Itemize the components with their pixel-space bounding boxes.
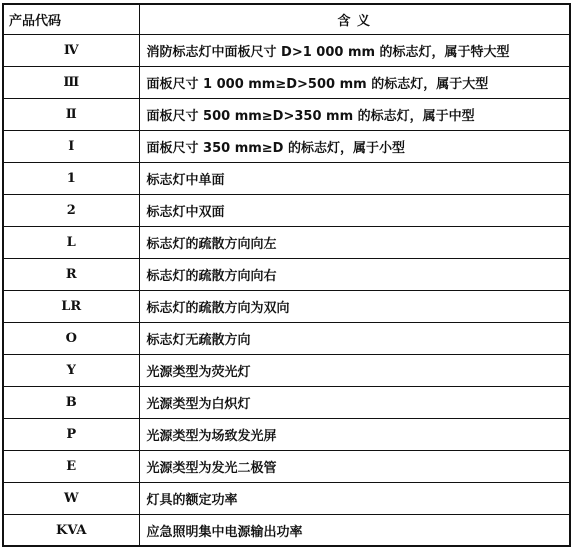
row-code: 1 xyxy=(3,163,139,195)
row-code: R xyxy=(3,259,139,291)
row-meaning: 灯具的额定功率 xyxy=(139,483,570,515)
row-code: Ⅲ xyxy=(3,67,139,99)
row-meaning: 应急照明集中电源输出功率 xyxy=(139,515,570,547)
header-row xyxy=(3,4,570,35)
row-code: L xyxy=(3,227,139,259)
header-meaning: 含 义 xyxy=(139,4,570,35)
row-meaning: 光源类型为白炽灯 xyxy=(139,387,570,419)
row-code: KVA xyxy=(3,515,139,547)
row-code: Ⅱ xyxy=(3,99,139,131)
row-code: LR xyxy=(3,291,139,323)
row-meaning: 光源类型为发光二极管 xyxy=(139,451,570,483)
table-row xyxy=(3,259,570,291)
table-row xyxy=(3,163,570,195)
table-row xyxy=(3,67,570,99)
table-row xyxy=(3,35,570,67)
table-row xyxy=(3,195,570,227)
table-row xyxy=(3,451,570,483)
row-meaning: 消防标志灯中面板尺寸 D>1 000 mm 的标志灯，属于特大型 xyxy=(139,35,570,67)
row-code: 2 xyxy=(3,195,139,227)
table-row xyxy=(3,387,570,419)
row-meaning: 标志灯中单面 xyxy=(139,163,570,195)
row-code: W xyxy=(3,483,139,515)
row-meaning: 光源类型为荧光灯 xyxy=(139,355,570,387)
table-row xyxy=(3,99,570,131)
row-meaning: 面板尺寸 350 mm≥D 的标志灯，属于小型 xyxy=(139,131,570,163)
product-code-table xyxy=(2,3,571,547)
row-meaning: 面板尺寸 1 000 mm≥D>500 mm 的标志灯，属于大型 xyxy=(139,67,570,99)
row-meaning: 标志灯的疏散方向向右 xyxy=(139,259,570,291)
row-code: P xyxy=(3,419,139,451)
row-code: O xyxy=(3,323,139,355)
table-row xyxy=(3,483,570,515)
row-meaning: 面板尺寸 500 mm≥D>350 mm 的标志灯，属于中型 xyxy=(139,99,570,131)
row-code: B xyxy=(3,387,139,419)
row-code: E xyxy=(3,451,139,483)
row-code: Y xyxy=(3,355,139,387)
table-row xyxy=(3,515,570,547)
table-body xyxy=(3,35,570,547)
table-row xyxy=(3,227,570,259)
row-meaning: 标志灯无疏散方向 xyxy=(139,323,570,355)
table-row xyxy=(3,291,570,323)
table-row xyxy=(3,419,570,451)
row-meaning: 标志灯的疏散方向向左 xyxy=(139,227,570,259)
header-product-code: 产品代码 xyxy=(3,4,139,35)
row-meaning: 标志灯中双面 xyxy=(139,195,570,227)
table-row xyxy=(3,355,570,387)
table-header xyxy=(3,4,570,35)
row-code: Ⅳ xyxy=(3,35,139,67)
row-meaning: 标志灯的疏散方向为双向 xyxy=(139,291,570,323)
row-code: Ⅰ xyxy=(3,131,139,163)
table-row xyxy=(3,323,570,355)
row-meaning: 光源类型为场致发光屏 xyxy=(139,419,570,451)
table-row xyxy=(3,131,570,163)
